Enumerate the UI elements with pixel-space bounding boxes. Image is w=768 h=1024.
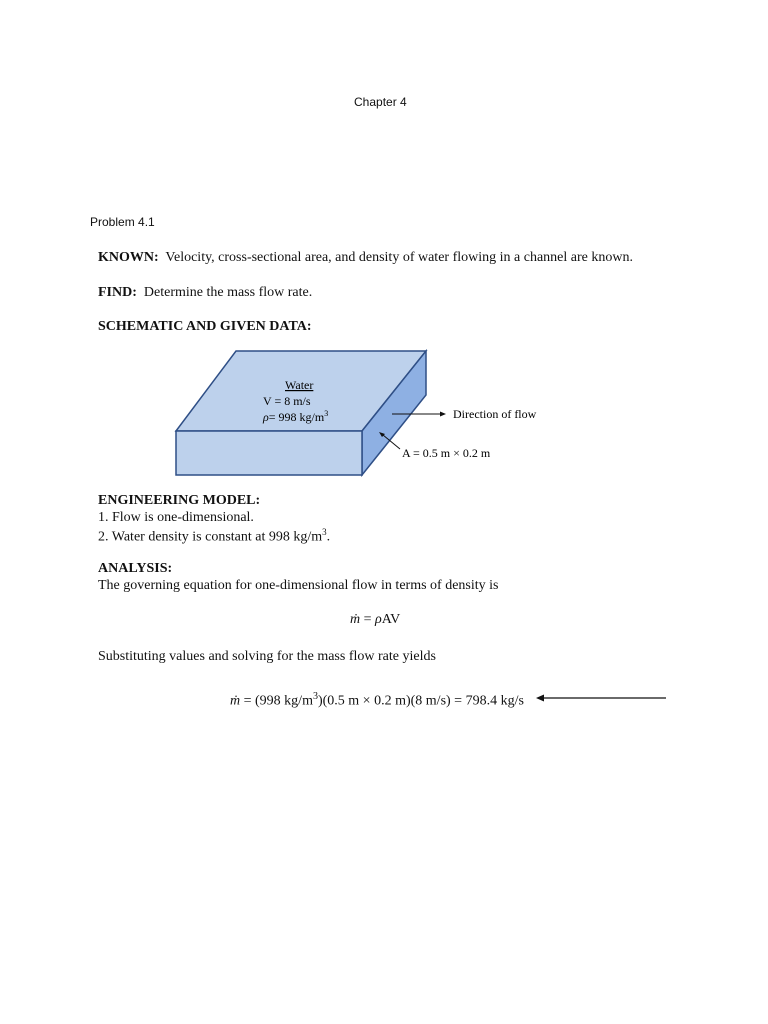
find-line <box>98 285 312 301</box>
known-line <box>98 250 633 266</box>
eq1-equals: = <box>360 612 376 627</box>
analysis-intro: The governing equation for one-dimensional flow in terms of density is <box>98 578 499 593</box>
channel-schematic <box>170 345 570 485</box>
eq1-density-symbol: ρ <box>375 612 382 627</box>
fluid-label: Water <box>285 378 314 392</box>
direction-label: Direction of flow <box>453 407 537 421</box>
find-label: FIND: <box>98 285 137 300</box>
eq2-part2: )(0.5 m × 0.2 m)(8 m/s) = 798.4 kg/s <box>317 693 524 709</box>
eq2-mass-flow-symbol: ṁ <box>230 693 241 709</box>
eq1-rhs: AV <box>381 612 401 627</box>
area-label: A = 0.5 m × 0.2 m <box>402 446 491 460</box>
analysis-substitute: Substituting values and solving for the mass flow rate yields <box>98 649 436 664</box>
known-text: Velocity, cross-sectional area, and density of water flowing in a channel are known. <box>165 250 633 265</box>
direction-arrowhead <box>440 412 446 417</box>
governing-equation <box>350 612 400 628</box>
model-item-2-exponent: 3 <box>322 527 327 537</box>
eq2-part1: = (998 kg/m <box>240 693 313 709</box>
eq2-exponent: 3 <box>312 691 318 702</box>
result-arrow <box>534 691 670 705</box>
model-item-2-end: . <box>326 529 331 545</box>
model-heading: ENGINEERING MODEL: <box>98 493 261 508</box>
analysis-heading: ANALYSIS: <box>98 561 173 576</box>
known-label: KNOWN: <box>98 250 159 265</box>
chapter-heading: Chapter 4 <box>354 95 407 109</box>
eq1-mass-flow-symbol: ṁ <box>350 612 361 627</box>
schematic-heading: SCHEMATIC AND GIVEN DATA: <box>98 319 312 334</box>
channel-front-face <box>176 431 362 475</box>
velocity-label: V = 8 m/s <box>263 394 311 408</box>
density-label: ρ= 998 $kg/m^3$ <box>263 409 329 424</box>
problem-number: Problem 4.1 <box>90 215 155 229</box>
result-equation <box>230 691 524 710</box>
model-item-1: 1. Flow is one-dimensional. <box>98 510 254 525</box>
result-arrowhead <box>536 695 544 702</box>
find-text: Determine the mass flow rate. <box>143 285 313 300</box>
model-item-2 <box>98 527 330 546</box>
model-item-2-text: 2. Water density is constant at 998 kg/m <box>98 529 323 545</box>
